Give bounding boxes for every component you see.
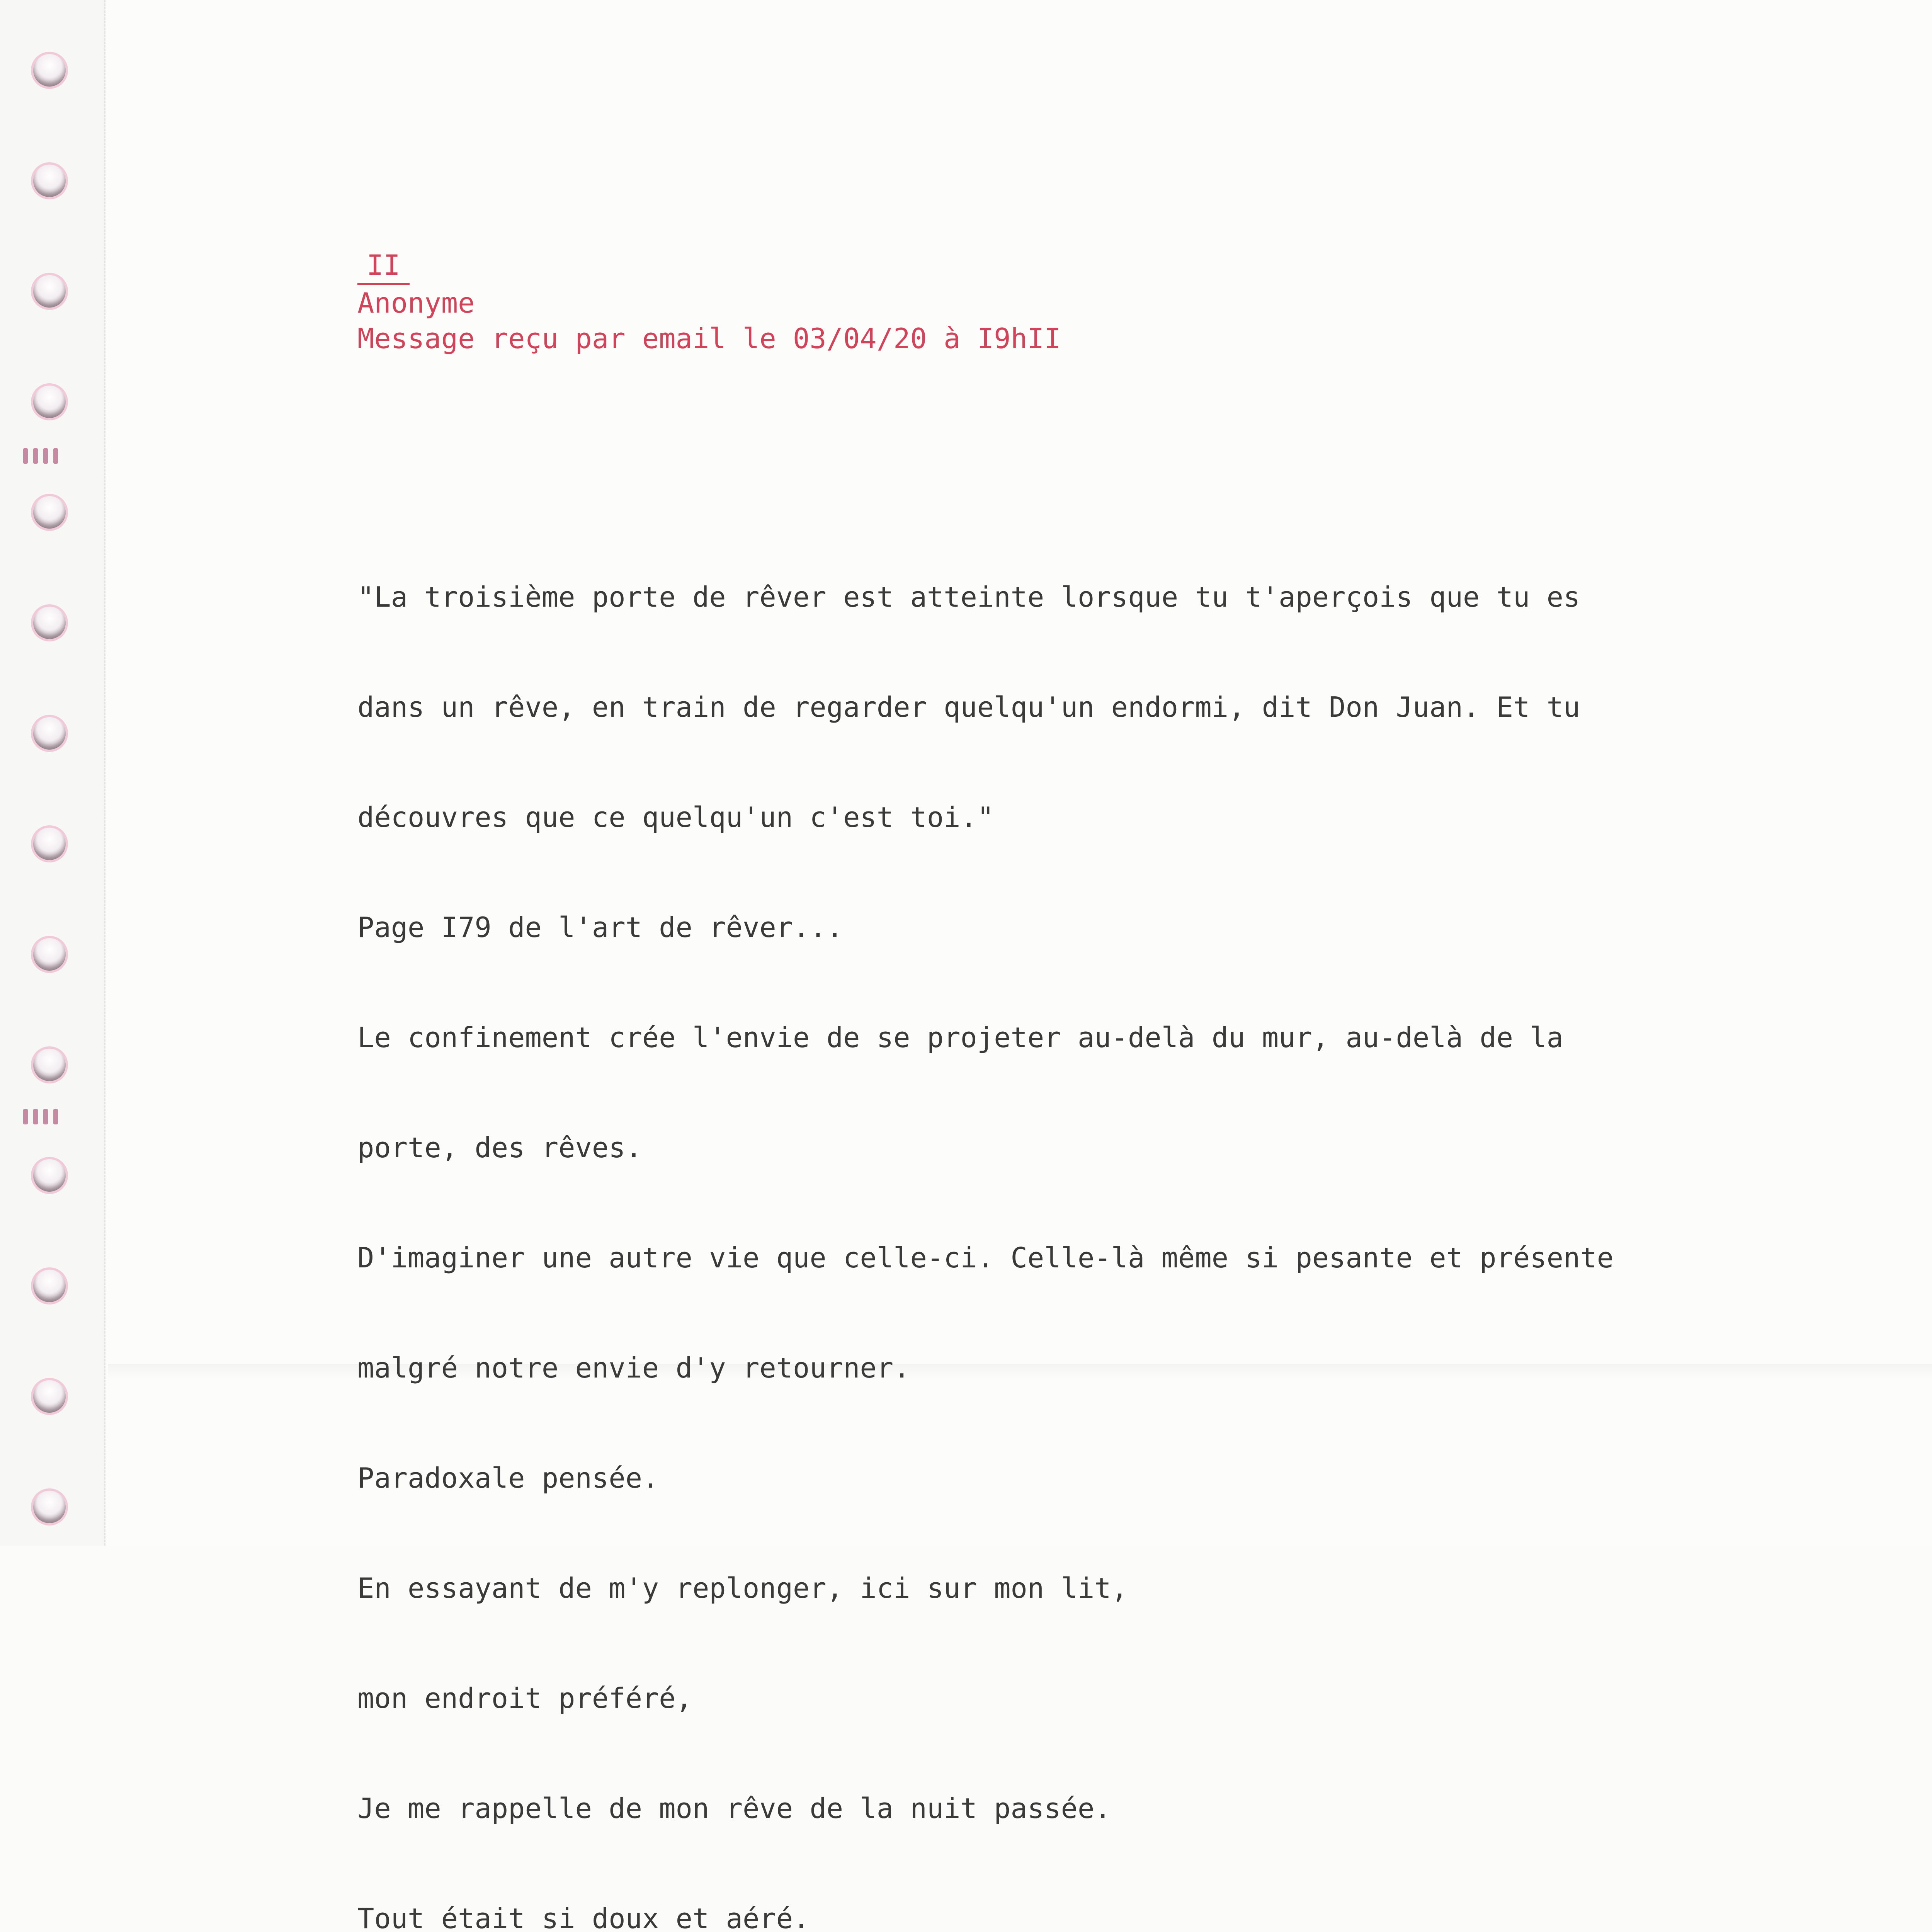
sprocket-hole	[33, 1159, 66, 1192]
sprocket-hole	[33, 1380, 66, 1413]
sprocket-hole	[33, 1049, 66, 1081]
body-line: malgré notre envie d'y retourner.	[357, 1352, 910, 1384]
body-line: découvres que ce quelqu'un c'est toi."	[357, 801, 994, 833]
sprocket-hole	[33, 275, 66, 308]
sprocket-hole	[33, 717, 66, 750]
body-line: Tout était si doux et aéré.	[357, 1902, 810, 1932]
body-line: Page I79 de l'art de rêver...	[357, 911, 844, 944]
sprocket-hole	[33, 496, 66, 529]
sprocket-hole	[33, 1270, 66, 1302]
message-received-line: Message reçu par email le 03/04/20 à I9hII	[357, 322, 1061, 355]
sprocket-hole	[33, 938, 66, 971]
sprocket-hole	[33, 828, 66, 860]
sprocket-hole	[33, 386, 66, 418]
body-line: porte, des rêves.	[357, 1131, 642, 1164]
typewritten-body	[357, 505, 1748, 1932]
body-line: mon endroit préféré,	[357, 1682, 692, 1714]
sprocket-hole	[33, 54, 66, 87]
sprocket-hole	[33, 165, 66, 197]
body-line: Paradoxale pensée.	[357, 1462, 659, 1494]
sprocket-hole	[33, 607, 66, 639]
sprocket-hole	[33, 1491, 66, 1523]
body-line: Je me rappelle de mon rêve de la nuit passée.	[357, 1792, 1111, 1825]
author-name: Anonyme	[357, 287, 475, 319]
left-tractor-feed-strip	[0, 0, 105, 1546]
body-line: "La troisième porte de rêver est atteinte lorsque tu t'aperçois que tu es	[357, 581, 1580, 613]
perforation-marks	[23, 1109, 58, 1124]
body-line: dans un rêve, en train de regarder quelqu'un endormi, dit Don Juan. Et tu	[357, 691, 1580, 723]
body-line: D'imaginer une autre vie que celle-ci. Celle-là même si pesante et présente	[357, 1242, 1614, 1274]
body-line: En essayant de m'y replonger, ici sur mon lit,	[357, 1572, 1128, 1604]
section-number: II	[357, 247, 1061, 285]
perforation-marks	[23, 448, 58, 464]
body-line: Le confinement crée l'envie de se projeter au-delà du mur, au-delà de la	[357, 1021, 1564, 1054]
document-header	[357, 247, 1061, 356]
